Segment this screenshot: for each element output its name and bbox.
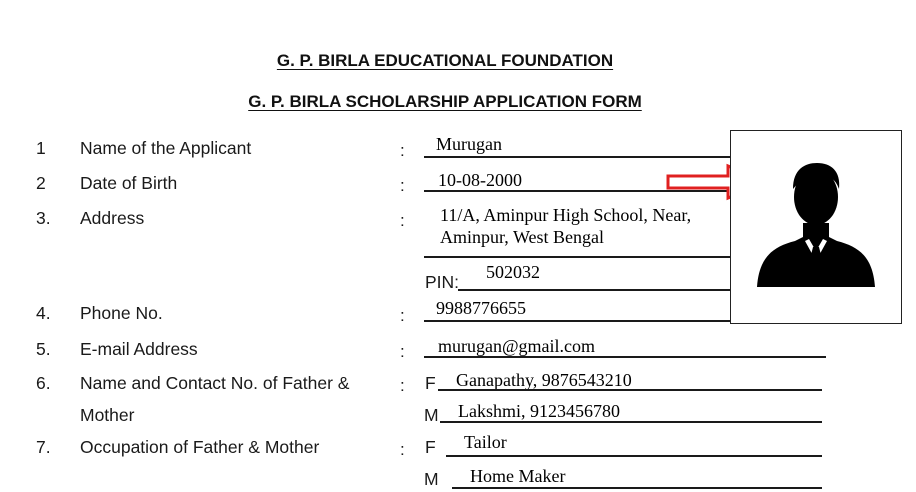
underline: [458, 289, 730, 291]
father-contact-value[interactable]: Ganapathy, 9876543210: [456, 370, 632, 390]
colon: :: [400, 440, 405, 459]
field-number: 7.: [36, 437, 51, 457]
field-number: 1: [36, 138, 46, 158]
underline: [438, 389, 822, 391]
underline: [452, 487, 822, 489]
dob-value[interactable]: 10-08-2000: [438, 170, 522, 190]
photo-placeholder[interactable]: [730, 130, 902, 324]
dob-label: Date of Birth: [80, 173, 178, 193]
underline: [424, 256, 730, 258]
field-number: 3.: [36, 208, 51, 228]
mother-contact-value[interactable]: Lakshmi, 9123456780: [458, 401, 620, 421]
parents-label-line1: Name and Contact No. of Father &: [80, 373, 350, 393]
field-number: 4.: [36, 303, 51, 323]
field-number: 5.: [36, 339, 51, 359]
underline: [424, 156, 730, 158]
parents-label-line2: Mother: [80, 405, 135, 425]
pin-label: PIN:: [425, 272, 460, 292]
mother-prefix: M: [424, 469, 439, 489]
address-value-line2[interactable]: Aminpur, West Bengal: [440, 227, 604, 247]
applicant-name-value[interactable]: Murugan: [436, 134, 502, 154]
colon: :: [400, 211, 405, 230]
field-number: 6.: [36, 373, 51, 393]
foundation-title: G. P. BIRLA EDUCATIONAL FOUNDATION: [276, 51, 614, 70]
email-value[interactable]: murugan@gmail.com: [438, 336, 596, 356]
email-label: E-mail Address: [80, 339, 198, 359]
address-label: Address: [80, 208, 145, 228]
address-value-line1[interactable]: 11/A, Aminpur High School, Near,: [440, 205, 692, 225]
colon: :: [400, 306, 405, 325]
colon: :: [400, 141, 405, 160]
occupation-label: Occupation of Father & Mother: [80, 437, 320, 457]
father-prefix: F: [425, 437, 436, 457]
field-number: 2: [36, 173, 46, 193]
applicant-name-label: Name of the Applicant: [80, 138, 252, 158]
mother-prefix: M: [424, 405, 439, 425]
form-title: G. P. BIRLA SCHOLARSHIP APPLICATION FORM: [248, 92, 642, 111]
underline: [440, 421, 822, 423]
father-prefix: F: [425, 373, 436, 393]
phone-value[interactable]: 9988776655: [436, 298, 526, 318]
pin-value[interactable]: 502032: [486, 262, 540, 282]
mother-occupation-value[interactable]: Home Maker: [470, 466, 566, 486]
underline: [446, 455, 822, 457]
colon: :: [400, 342, 405, 361]
underline: [424, 320, 730, 322]
person-silhouette-icon: [731, 131, 901, 323]
underline: [424, 356, 826, 358]
father-occupation-value[interactable]: Tailor: [464, 432, 507, 452]
colon: :: [400, 376, 405, 395]
phone-label: Phone No.: [80, 303, 163, 323]
colon: :: [400, 176, 405, 195]
